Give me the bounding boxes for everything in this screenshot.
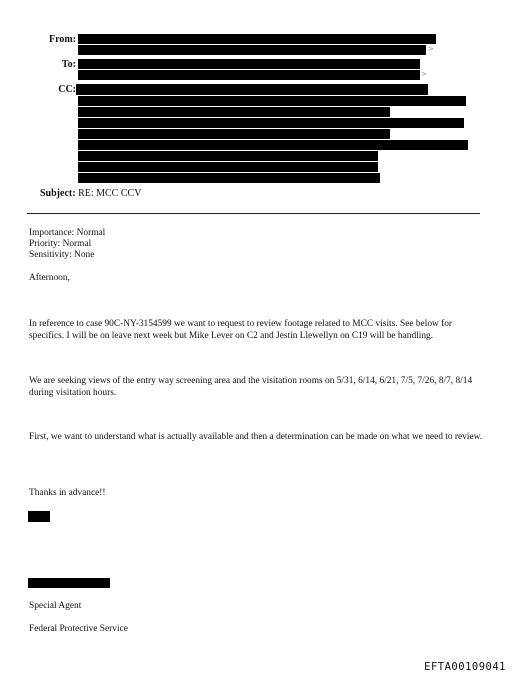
redaction-cc-2 xyxy=(78,96,466,106)
body-paragraph-1: In reference to case 90C-NY-3154599 we want to request to review footage related to MCC visits. See below for specifics. I will be on leave next week but Mike Lever on C2 and Jestin Llewellyn on C19 will be handling. xyxy=(29,319,453,341)
bates-number: EFTA00109041 xyxy=(424,661,506,673)
redaction-cc-7 xyxy=(78,151,378,161)
subject-label: Subject: xyxy=(40,188,76,199)
signature-organization: Federal Protective Service xyxy=(29,624,128,634)
redaction-from-1 xyxy=(78,34,436,44)
importance-text: Importance: Normal xyxy=(29,228,106,238)
redaction-cc-1 xyxy=(76,84,428,95)
redaction-sender-initials xyxy=(28,511,50,522)
header-divider xyxy=(27,213,480,214)
redaction-cc-6 xyxy=(78,140,468,150)
sensitivity-text: Sensitivity: None xyxy=(29,250,95,260)
redaction-from-2 xyxy=(78,45,426,55)
greeting-text: Afternoon, xyxy=(29,273,70,283)
redaction-cc-9 xyxy=(78,173,380,183)
cc-label: CC: xyxy=(58,84,76,95)
redaction-to-1 xyxy=(78,59,420,69)
subject-line xyxy=(40,188,141,199)
redaction-cc-5 xyxy=(78,129,390,139)
subject-value: RE: MCC CCV xyxy=(78,188,142,199)
to-caret: > xyxy=(421,70,427,78)
closing-text: Thanks in advance!! xyxy=(29,488,106,498)
priority-text: Priority: Normal xyxy=(29,239,92,249)
from-label: From: xyxy=(48,34,76,45)
redaction-cc-3 xyxy=(78,107,390,117)
redaction-cc-4 xyxy=(78,118,464,128)
body-paragraph-3: First, we want to understand what is actually available and then a determination can be made on what we need to review. xyxy=(29,432,483,442)
redaction-cc-8 xyxy=(78,162,378,172)
to-label: To: xyxy=(61,59,76,70)
redaction-sender-name xyxy=(28,578,110,588)
body-paragraph-2: We are seeking views of the entry way screening area and the visitation rooms on 5/31, 6/14, 6/21, 7/5, 7/26, 8/7, 8/14 during visitation hours. xyxy=(29,376,473,398)
redaction-to-2 xyxy=(78,70,420,80)
from-caret: > xyxy=(428,45,434,53)
signature-title: Special Agent xyxy=(29,601,82,611)
